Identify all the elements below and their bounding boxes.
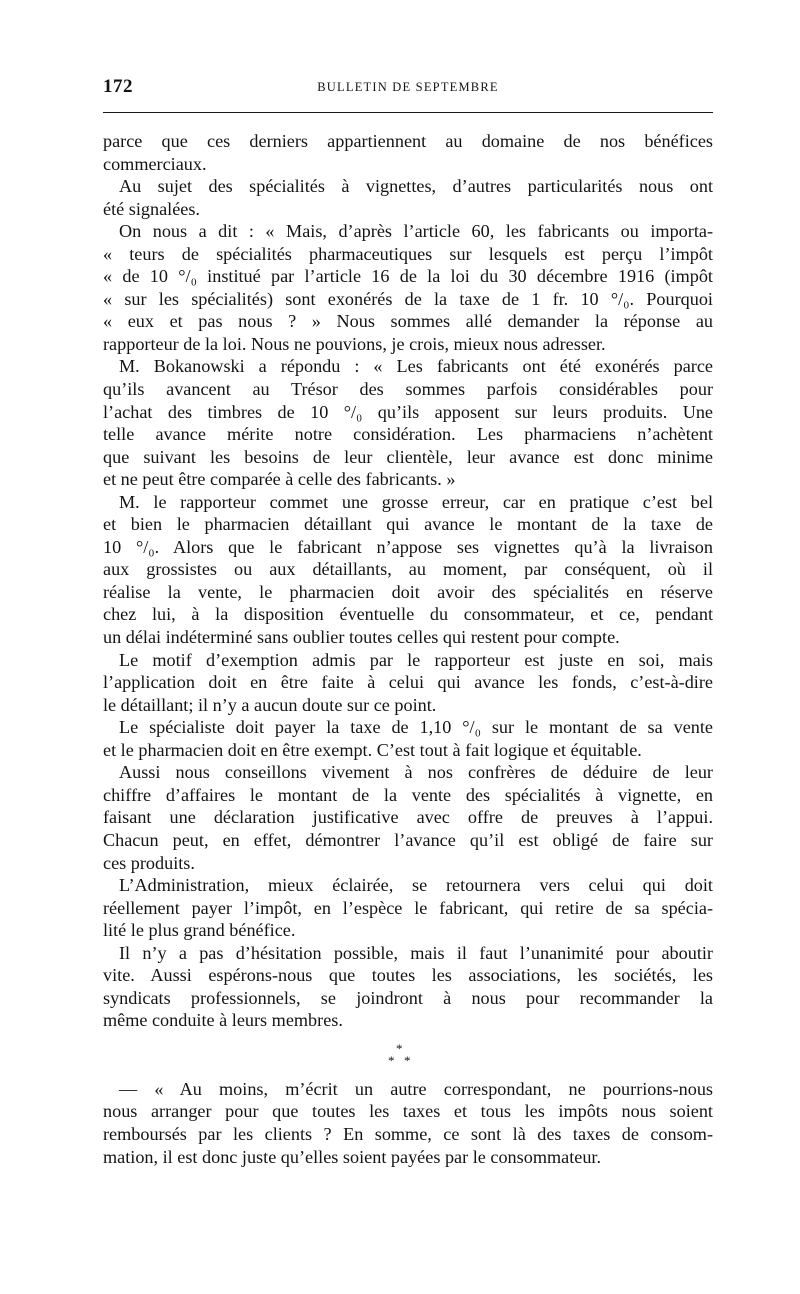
- text-line: commerciaux.: [103, 153, 207, 174]
- paragraph: [103, 942, 713, 1032]
- paragraph: [103, 761, 713, 874]
- text-line: réellement payer l’impôt, en l’espèce le fabricant, qui retire de sa spécia-: [103, 897, 713, 918]
- text-line: que suivant les besoins de leur clientèle, leur avance est donc minime: [103, 446, 713, 467]
- text-line: mation, il est donc juste qu’elles soient payées par le consommateur.: [103, 1146, 602, 1167]
- text-line: chez lui, à la disposition éventuelle du consommateur, et ce, pendant: [103, 604, 713, 625]
- section-break-asterism: [103, 1032, 713, 1078]
- text-line: M. le rapporteur commet une grosse erreur, car en pratique c’est bel: [119, 491, 713, 512]
- paragraph: [103, 874, 713, 942]
- paragraph: [103, 175, 713, 220]
- paragraph: [103, 1078, 713, 1168]
- text-line: nous arranger pour que toutes les taxes et tous les impôts nous soient: [103, 1101, 713, 1122]
- text-line: aux grossistes ou aux détaillants, au moment, par conséquent, où il: [103, 559, 713, 580]
- paragraph: [103, 716, 713, 761]
- paragraph: [103, 220, 713, 355]
- running-title: BULLETIN DE SEPTEMBRE: [317, 80, 499, 94]
- text-line: été signalées.: [103, 198, 200, 219]
- asterism-star: *: [404, 1052, 411, 1068]
- header-rule: [103, 112, 713, 113]
- text-line: et bien le pharmacien détaillant qui avance le montant de la taxe de: [103, 514, 713, 535]
- text-line: faisant une déclaration justificative avec offre de preuves à l’appui.: [103, 807, 713, 828]
- text-line: parce que ces derniers appartiennent au domaine de nos bénéfices: [103, 131, 713, 151]
- text-line: Au sujet des spécialités à vignettes, d’autres particularités nous ont: [119, 176, 713, 197]
- text-line: « de 10 °/₀ institué par l’article 16 de la loi du 30 décembre 1916 (impôt: [103, 266, 713, 287]
- text-line: L’Administration, mieux éclairée, se retournera vers celui qui doit: [119, 875, 713, 896]
- text-line: Aussi nous conseillons vivement à nos confrères de déduire de leur: [119, 762, 713, 783]
- text-line: chiffre d’affaires le montant de la vente des spécialités à vignette, en: [103, 784, 713, 805]
- text-line: syndicats professionnels, se joindront à nous pour recommander la: [103, 987, 713, 1008]
- text-line: remboursés par les clients ? En somme, ce sont là des taxes de consom-: [103, 1123, 713, 1144]
- text-line: l’achat des timbres de 10 °/₀ qu’ils apposent sur leurs produits. Une: [103, 401, 713, 422]
- text-line: « teurs de spécialités pharmaceutiques sur lesquels est perçu l’impôt: [103, 243, 713, 264]
- paragraph: [103, 130, 713, 175]
- text-line: Le motif d’exemption admis par le rapporteur est juste en soi, mais: [119, 649, 713, 670]
- body-text: [103, 130, 713, 1168]
- asterism-star: *: [396, 1040, 403, 1056]
- text-line: telle avance mérite notre considération. Les pharmaciens n’achètent: [103, 424, 713, 445]
- text-line: ces produits.: [103, 852, 195, 873]
- text-line: vite. Aussi espérons-nous que toutes les associations, les sociétés, les: [103, 965, 713, 986]
- paragraph: [103, 355, 713, 490]
- text-line: — « Au moins, m’écrit un autre correspondant, ne pourrions-nous: [119, 1078, 713, 1099]
- page-header: [103, 74, 713, 102]
- text-line: lité le plus grand bénéfice.: [103, 920, 296, 941]
- text-line: rapporteur de la loi. Nous ne pouvions, je crois, mieux nous adresser.: [103, 333, 606, 354]
- text-line: 10 °/₀. Alors que le fabricant n’appose ses vignettes qu’à la livraison: [103, 536, 713, 557]
- text-line: qu’ils avancent au Trésor des sommes parfois considérables pour: [103, 379, 713, 400]
- paragraph: [103, 491, 713, 649]
- text-line: l’application doit en être faite à celui qui avance les fonds, c’est-à-dire: [103, 672, 713, 693]
- text-line: On nous a dit : « Mais, d’après l’article 60, les fabricants ou importa-: [119, 221, 713, 242]
- text-line: M. Bokanowski a répondu : « Les fabricants ont été exonérés parce: [119, 356, 713, 377]
- text-line: un délai indéterminé sans oublier toutes celles qui restent pour compte.: [103, 627, 620, 648]
- text-line: même conduite à leurs membres.: [103, 1010, 343, 1031]
- text-line: « eux et pas nous ? » Nous sommes allé demander la réponse au: [103, 311, 713, 332]
- text-line: Le spécialiste doit payer la taxe de 1,10 °/₀ sur le montant de sa vente: [119, 717, 713, 738]
- text-line: réalise la vente, le pharmacien doit avoir des spécialités en réserve: [103, 581, 713, 602]
- text-line: « sur les spécialités) sont exonérés de la taxe de 1 fr. 10 °/₀. Pourquoi: [103, 288, 713, 309]
- paragraph: [103, 649, 713, 717]
- text-line: Il n’y a pas d’hésitation possible, mais il faut l’unanimité pour aboutir: [119, 942, 713, 963]
- text-line: et ne peut être comparée à celle des fabricants. »: [103, 469, 456, 490]
- text-line: et le pharmacien doit en être exempt. C’est tout à fait logique et équitable.: [103, 739, 642, 760]
- text-line: Chacun peut, en effet, démontrer l’avance qu’il est obligé de faire sur: [103, 829, 713, 850]
- text-line: le détaillant; il n’y a aucun doute sur ce point.: [103, 694, 437, 715]
- page-number: 172: [103, 76, 133, 97]
- asterism-star: *: [388, 1052, 395, 1068]
